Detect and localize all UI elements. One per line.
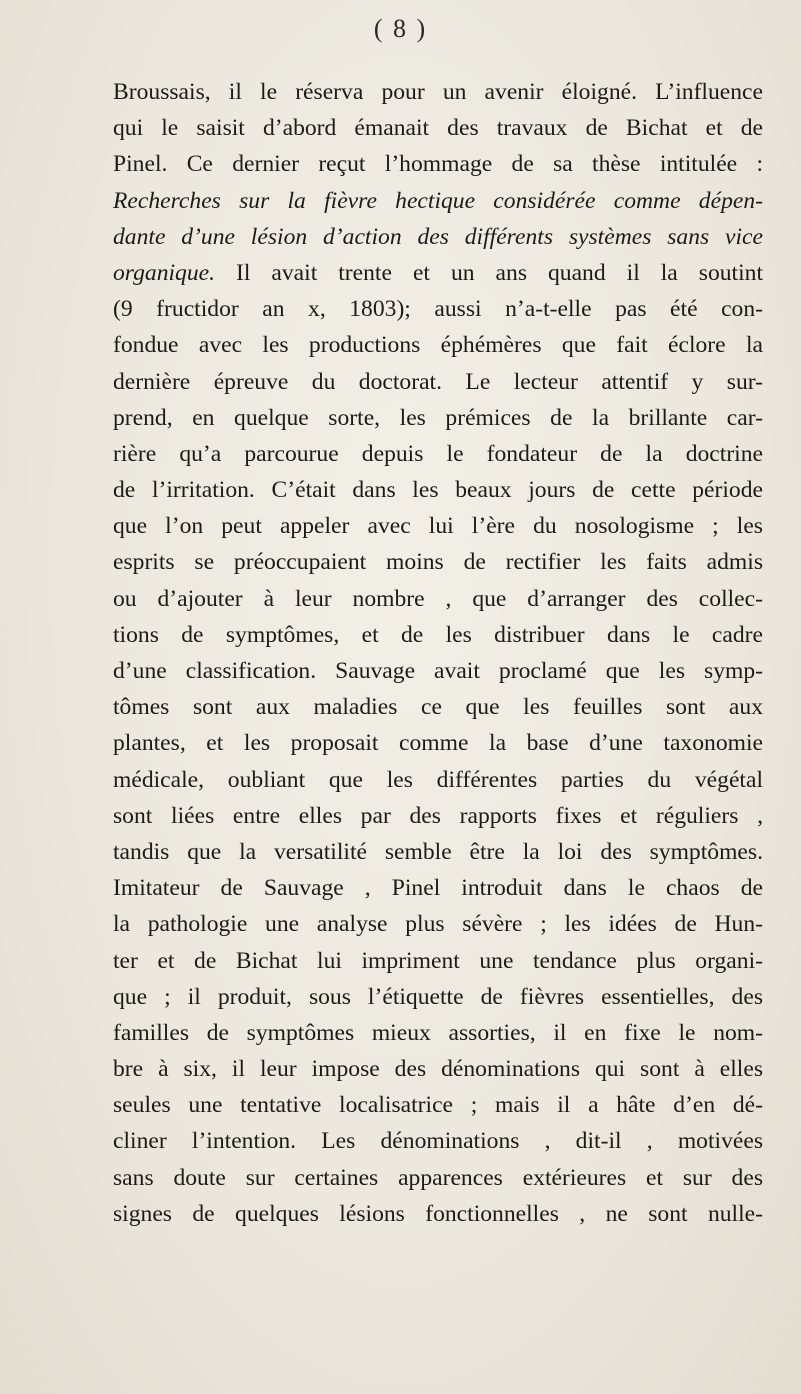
- text-line: [113, 979, 763, 1015]
- text-line: [113, 544, 763, 580]
- text-line: [113, 1123, 763, 1159]
- text-segment: dernière épreuve du doctorat. Le lecteur attentif y sur-: [113, 368, 763, 395]
- text-line: [113, 689, 763, 725]
- text-segment: que l’on peut appeler avec lui l’ère du nosologisme ; les: [113, 513, 763, 540]
- text-segment: Il avait trente et un ans quand il la soutint: [215, 259, 763, 286]
- text-line: [113, 183, 763, 219]
- text-line: [113, 1087, 763, 1123]
- italic-text: dante d’une lésion d’action des différents systèmes sans vice: [113, 223, 763, 250]
- text-line: [113, 508, 763, 544]
- text-segment: seules une tentative localisatrice ; mais il a hâte d’en dé-: [113, 1092, 763, 1119]
- text-segment: ou d’ajouter à leur nombre , que d’arranger des collec-: [113, 585, 763, 612]
- text-line: [113, 146, 763, 182]
- text-line: [113, 1051, 763, 1087]
- text-line: [113, 1015, 763, 1051]
- text-segment: d’une classification. Sauvage avait proclamé que les symp-: [113, 658, 763, 684]
- text-line: [113, 581, 763, 617]
- text-segment: sans doute sur certaines apparences extérieures et sur des: [113, 1164, 763, 1191]
- text-segment: sont liées entre elles par des rapports fixes et réguliers ,: [113, 802, 763, 829]
- text-segment: ter et de Bichat lui impriment une tendance plus organi-: [113, 947, 763, 974]
- text-segment: tions de symptômes, et de les distribuer dans le cadre: [113, 621, 763, 648]
- text-segment: Imitateur de Sauvage , Pinel introduit dans le chaos de: [113, 875, 763, 902]
- text-line: [113, 943, 763, 979]
- text-line: [113, 1196, 763, 1232]
- text-line: [113, 617, 763, 653]
- text-line: [113, 653, 763, 689]
- text-line: [113, 834, 763, 870]
- italic-text: Recherches sur la fièvre hectique considérée comme dépen-: [113, 187, 763, 214]
- text-segment: médicale, oubliant que les différentes parties du végétal: [113, 766, 763, 793]
- text-segment: de l’irritation. C’était dans les beaux jours de cette période: [113, 477, 763, 504]
- text-segment: tômes sont aux maladies ce que les feuilles sont aux: [113, 694, 763, 721]
- text-line: [113, 110, 763, 146]
- text-line: [113, 472, 763, 508]
- text-segment: rière qu’a parcourue depuis le fondateur de la doctrine: [113, 440, 763, 467]
- text-line: [113, 725, 763, 761]
- text-line: [113, 219, 763, 255]
- text-segment: que ; il produit, sous l’étiquette de fièvres essentielles, des: [113, 983, 763, 1010]
- text-segment: (9 fructidor an x, 1803); aussi n’a-t-elle pas été con-: [113, 296, 763, 323]
- italic-text: organique.: [113, 259, 216, 286]
- page-number: ( 8 ): [373, 14, 428, 43]
- text-segment: prend, en quelque sorte, les prémices de la brillante car-: [113, 404, 763, 431]
- text-line: [113, 436, 763, 472]
- text-line: [113, 906, 763, 942]
- text-line: [113, 798, 763, 834]
- text-line: [113, 364, 763, 400]
- text-line: [113, 291, 763, 327]
- text-segment: qui le saisit d’abord émanait des travaux de Bichat et de: [113, 115, 763, 142]
- text-segment: fondue avec les productions éphémères que fait éclore la: [113, 332, 763, 359]
- text-segment: Pinel. Ce dernier reçut l’hommage de sa thèse intitulée :: [113, 151, 763, 178]
- text-segment: cliner l’intention. Les dénominations , dit-il , motivées: [113, 1128, 763, 1155]
- text-line: [113, 327, 763, 363]
- text-segment: la pathologie une analyse plus sévère ; les idées de Hun-: [113, 911, 763, 938]
- text-line: [113, 870, 763, 906]
- text-line: [113, 762, 763, 798]
- text-segment: plantes, et les proposait comme la base d’une taxonomie: [113, 730, 763, 757]
- text-segment: Broussais, il le réserva pour un avenir éloigné. L’influence: [113, 79, 763, 105]
- text-segment: esprits se préoccupaient moins de rectifier les faits admis: [113, 549, 763, 576]
- text-line: [113, 74, 763, 110]
- text-segment: bre à six, il leur impose des dénominations qui sont à elles: [113, 1056, 763, 1083]
- text-line: [113, 400, 763, 436]
- text-line: [113, 1160, 763, 1196]
- text-line: [113, 255, 763, 291]
- text-segment: familles de symptômes mieux assorties, il en fixe le nom-: [113, 1019, 763, 1046]
- text-segment: signes de quelques lésions fonctionnelles , ne sont nulle-: [113, 1200, 763, 1227]
- body-text: [113, 74, 763, 1232]
- text-segment: tandis que la versatilité semble être la loi des symptômes.: [113, 838, 763, 865]
